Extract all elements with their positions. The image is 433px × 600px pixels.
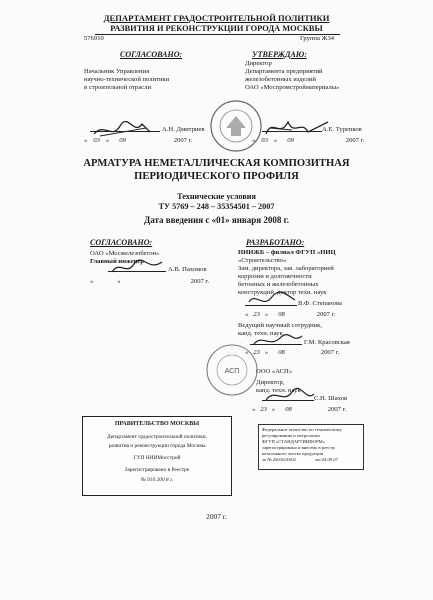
- signature-left-line: [90, 131, 160, 132]
- header-code: 576910: [84, 35, 104, 42]
- agreed-left-date: « » 2007 г.: [90, 278, 210, 285]
- header-line-1: ДЕПАРТАМЕНТ ГРАДОСТРОИТЕЛЬНОЙ ПОЛИТИКИ: [103, 13, 330, 23]
- developed-researcher-2: канд. техн. наук: [238, 330, 283, 337]
- registration-box-standartinform: [258, 424, 364, 470]
- standartinform-line-5: каталожного листка продукции: [262, 451, 324, 456]
- document-title-line-2: ПЕРИОДИЧЕСКОГО ПРОФИЛЯ: [134, 171, 299, 182]
- developed-researcher-1: Ведущий научный сотрудник,: [238, 322, 322, 329]
- approval-left-line-3: в строительной отрасли: [84, 84, 152, 91]
- signature-pakhomov: [108, 256, 168, 278]
- signature-right-line: [262, 131, 322, 132]
- agreed-left-title: СОГЛАСОВАНО:: [90, 238, 153, 247]
- standartinform-line-4: зарегистрировано и внесено в реестр: [262, 445, 335, 450]
- svg-text:АСП: АСП: [224, 368, 240, 375]
- signature-stepanova-line: [245, 305, 297, 306]
- developed-signer-1: В.Ф. Степанова: [298, 300, 342, 307]
- signature-shakhov: [262, 386, 317, 406]
- document-subtitle: Технические условия: [177, 192, 256, 201]
- developed-date-2: « 23 » 08 2007 г.: [245, 349, 340, 356]
- approval-left-line-1: Начальник Управления: [84, 68, 150, 75]
- signature-stepanova: [245, 288, 300, 310]
- registration-box-line-2: Департамент градостроительной политики,: [106, 434, 208, 440]
- approval-right-date: « 03 » 09 2007 г.: [252, 137, 365, 144]
- registration-box-line-1: ПРАВИТЕЛЬСТВО МОСКВЫ: [114, 421, 200, 427]
- registration-box-line-4: ГУП НИИМосстрой: [133, 455, 181, 461]
- standartinform-line-2: регулированию и метрологии: [262, 433, 320, 438]
- round-seal-stamp: [208, 98, 264, 154]
- developed-signer-2: Г.М. Красовская: [304, 339, 350, 346]
- approval-left-line-2: научно-технической политики: [84, 76, 170, 83]
- agreed-left-signer: А.В. Пахомов: [168, 266, 207, 273]
- developed-org-2: «Строительство»: [238, 257, 287, 264]
- document-tu-number: ТУ 5769 – 248 – 35354501 – 2007: [158, 202, 275, 211]
- registration-box-line-6: № 910 200 8 г.: [140, 477, 174, 483]
- agreed-left-line-2: Главный инженер: [90, 258, 145, 265]
- header-group: Группа Ж34: [300, 35, 335, 42]
- developed-org-1: НИИЖБ – филиал ФГУП «НИЦ: [238, 249, 336, 256]
- standartinform-line-3: ФГУП «СТАНДАРТИНФОРМ»: [262, 439, 326, 444]
- registration-box-line-3: развития и реконструкции города Москвы: [108, 443, 206, 449]
- footer-year: 2007 г.: [206, 512, 227, 521]
- registration-box-line-5: Зарегистрировано в Реестре: [124, 467, 190, 473]
- approval-right-signer: А.Е. Турепков: [322, 126, 362, 133]
- document-title-line-1: АРМАТУРА НЕМЕТАЛЛИЧЕСКАЯ КОМПОЗИТНАЯ: [83, 158, 350, 169]
- developed-pos-4: конструкций, доктор техн. наук: [238, 289, 327, 296]
- approval-right-line-3: железобетонных изделий: [245, 76, 316, 83]
- asp-round-stamp: [204, 342, 260, 398]
- standartinform-line-1: Федеральное агентство по техническому: [262, 427, 342, 432]
- developed-director-1: Директор,: [256, 379, 285, 386]
- developed-signer-3: С.Н. Шахов: [314, 395, 348, 402]
- agreed-left-line-1: ОАО «Мосжелезобетон»: [90, 250, 160, 257]
- approval-left-signer: А.Н. Дмитриев: [162, 126, 205, 133]
- header-line-2: РАЗВИТИЯ И РЕКОНСТРУКЦИИ ГОРОДА МОСКВЫ: [110, 24, 323, 33]
- document-introduction-date: Дата введения с «01» января 2008 г.: [144, 215, 289, 225]
- registration-box-moscow: [82, 416, 232, 496]
- signature-shakhov-line: [262, 400, 314, 401]
- developed-date-3: « 23 » 08 2007 г.: [252, 406, 347, 413]
- standartinform-line-6: за № 200/024/002: [262, 457, 296, 462]
- approval-left-date: « 03 » 09 2007 г.: [84, 137, 193, 144]
- approval-right-line-4: ОАО «Моспромстройматериалы»: [245, 84, 340, 91]
- developed-pos-3: бетонных и железобетонных: [238, 281, 319, 288]
- signature-pakhomov-line: [108, 271, 166, 272]
- approval-left-title: СОГЛАСОВАНО:: [120, 50, 183, 59]
- developed-title: РАЗРАБОТАНО:: [246, 238, 305, 247]
- developed-pos-1: Зам. директора, зав. лабораторией: [238, 265, 334, 272]
- approval-right-title: УТВЕРЖДАЮ:: [252, 50, 307, 59]
- standartinform-line-7: от 04.09.07: [315, 457, 338, 462]
- developed-pos-2: коррозии и долговечности: [238, 273, 312, 280]
- approval-right-line-2: Департамента предприятий: [245, 68, 323, 75]
- developed-director-2: канд. техн. наук: [256, 387, 301, 394]
- approval-right-line-1: Директор: [245, 60, 272, 67]
- developed-date-1: « 23 » 08 2007 г.: [245, 311, 336, 318]
- developed-org-3: ООО «АСП»: [256, 368, 293, 375]
